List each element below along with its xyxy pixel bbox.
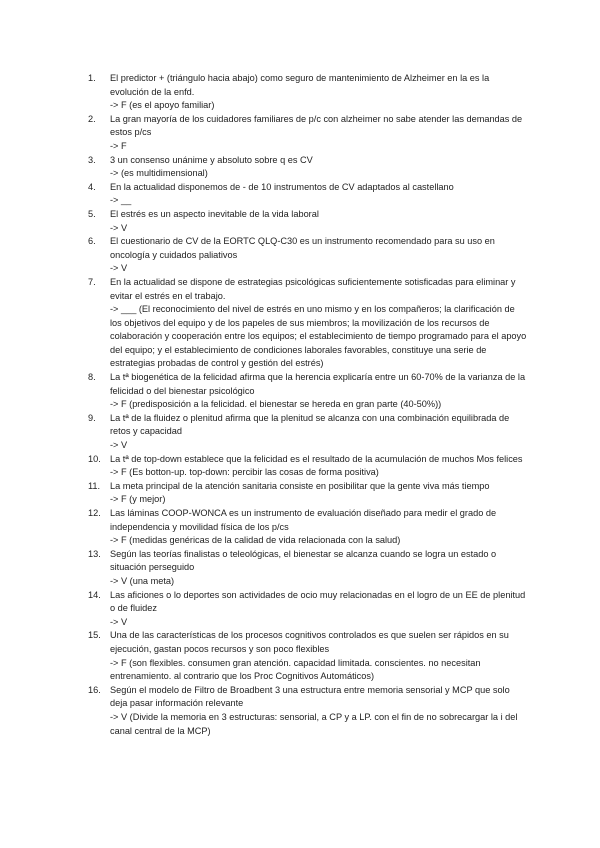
- question-text: Según el modelo de Filtro de Broadbent 3 una estructura entre memoria sensorial y MCP que solo deja pasar información relevante: [110, 684, 510, 709]
- question-text: La tª biogenética de la felicidad afirma que la herencia explicaría entre un 60-70% de la varianza de la felicidad o del bienestar psicológico: [110, 372, 526, 396]
- list-item: [88, 154, 528, 181]
- answer-text: -> F (y mejor): [110, 494, 166, 505]
- list-item: [88, 181, 528, 208]
- list-item: [88, 72, 528, 113]
- answer-text: -> V (una meta): [110, 575, 175, 586]
- question-text: El cuestionario de CV de la EORTC QLQ-C30 es un instrumento recomendado para su uso en oncología y cuidados paliativos: [110, 236, 495, 260]
- question-text: El predictor + (triángulo hacia abajo) como seguro de mantenimiento de Alzheimer en la es la evolución de la enfd.: [110, 73, 490, 97]
- item-number: 15.: [88, 630, 101, 641]
- item-number: 1.: [88, 73, 96, 83]
- list-item: [88, 113, 528, 154]
- question-text: La meta principal de la atención sanitaria consiste en posibilitar que la gente viva más tiempo: [110, 480, 490, 491]
- item-number: 6.: [88, 236, 96, 247]
- question-list: [88, 72, 528, 738]
- answer-text: -> F (medidas genéricas de la calidad de vida relacionada con la salud): [110, 535, 401, 546]
- list-item: [88, 371, 528, 412]
- item-number: 16.: [88, 684, 101, 695]
- question-text: Las aficiones o lo deportes son actividades de ocio muy relacionadas en el logro de un EE de plenitud o de fluidez: [110, 589, 526, 614]
- item-number: 2.: [88, 113, 96, 124]
- answer-text: -> F (es el apoyo familiar): [110, 100, 215, 111]
- answer-text: -> ___ (El reconocimiento del nivel de estrés en uno mismo y en los compañeros; la clarificación de los objetivos del equipo y de los papeles de sus miembros; la movilización de los recursos de colaboración y cooperación entre los equipos; el establecimiento de tiempo programado para el apoyo del equipo; y el establecimiento de condiciones laborales favorables, constituye una serie de estrategias probadas de control y gestión del estrés): [110, 304, 527, 369]
- answer-text: -> V: [110, 222, 128, 233]
- item-number: 8.: [88, 372, 96, 383]
- answer-text: -> F (son flexibles. consumen gran atención. capacidad limitada. conscientes. no necesitan entrenamiento. al contrario que los Proc Cognitivos Automáticos): [110, 657, 481, 682]
- list-item: [88, 480, 528, 507]
- item-number: 10.: [88, 453, 101, 464]
- list-item: [88, 548, 528, 589]
- list-item: [88, 589, 528, 630]
- question-text: 3 un consenso unánime y absoluto sobre q es CV: [110, 154, 313, 165]
- question-text: La tª de la fluidez o plenitud afirma que la plenitud se alcanza con una combinación equilibrada de retos y capacidad: [110, 412, 510, 437]
- item-number: 5.: [88, 208, 96, 219]
- list-item: [88, 208, 528, 235]
- item-number: 12.: [88, 508, 101, 518]
- question-text: La gran mayoría de los cuidadores familiares de p/c con alzheimer no sabe atender las demandas de estos p/cs: [110, 113, 523, 138]
- question-text: El estrés es un aspecto inevitable de la vida laboral: [110, 208, 319, 219]
- answer-text: -> V (Divide la memoria en 3 estructuras: sensorial, a CP y a LP. con el fin de no sobrecargar la i del canal central de la MCP): [110, 711, 518, 736]
- answer-text: -> F (predisposición a la felicidad. el bienestar se hereda en gran parte (40-50%)): [110, 399, 442, 410]
- answer-text: -> F (Es botton-up. top-down: percibir las cosas de forma positiva): [110, 467, 379, 478]
- list-item: [88, 235, 528, 276]
- item-number: 14.: [88, 589, 101, 600]
- item-number: 4.: [88, 181, 96, 192]
- list-item: [88, 507, 528, 548]
- answer-text: -> (es multidimensional): [110, 168, 208, 179]
- answer-text: -> V: [110, 440, 128, 451]
- item-number: 3.: [88, 154, 96, 165]
- answer-text: -> V: [110, 616, 128, 627]
- item-number: 9.: [88, 412, 96, 423]
- question-text: Según las teorías finalistas o teleológicas, el bienestar se alcanza cuando se logra un estado o situación perseguido: [110, 548, 497, 573]
- list-item: [88, 412, 528, 453]
- list-item: [88, 629, 528, 683]
- question-text: En la actualidad disponemos de - de 10 instrumentos de CV adaptados al castellano: [110, 181, 454, 192]
- list-item: [88, 453, 528, 480]
- list-item: [88, 684, 528, 738]
- answer-text: -> F: [110, 140, 127, 151]
- answer-text: -> V: [110, 263, 128, 274]
- item-number: 13.: [88, 548, 101, 559]
- list-item: [88, 276, 528, 371]
- question-text: Una de las características de los procesos cognitivos controlados es que suelen ser rápidos en su ejecución, gastan pocos recursos y son poco flexibles: [110, 630, 509, 654]
- question-text: La tª de top-down establece que la felicidad es el resultado de la acumulación de muchos Mos felices: [110, 453, 523, 464]
- question-text: Las láminas COOP-WONCA es un instrumento de evaluación diseñado para medir el grado de independencia y movilidad física de los p/cs: [110, 508, 497, 532]
- question-text: En la actualidad se dispone de estrategias psicológicas suficientemente sotisficadas para eliminar y evitar el estrés en el trabajo.: [110, 276, 516, 301]
- answer-text: -> __: [110, 195, 132, 206]
- item-number: 11.: [88, 480, 101, 491]
- item-number: 7.: [88, 276, 96, 287]
